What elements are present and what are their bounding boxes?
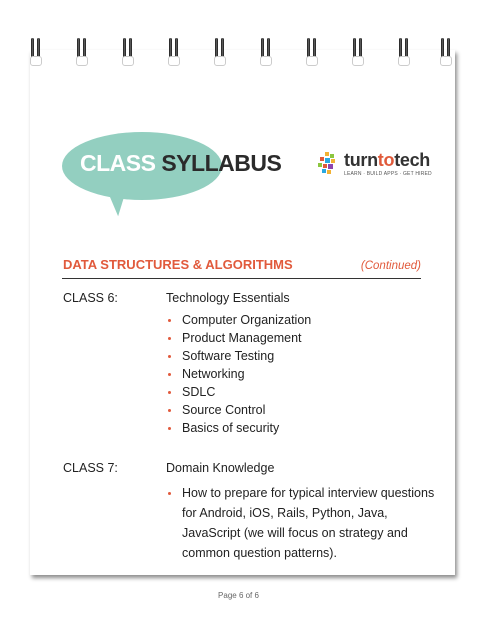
title-syllabus-word: SYLLABUS [161,150,282,176]
bullet-icon [168,492,171,495]
list-item: Basics of security [166,419,311,437]
binding-ring [440,38,452,66]
binding-ring [168,38,180,66]
spiral-binding [0,38,477,68]
class-6-topic: Technology Essentials [166,291,290,305]
list-item: Source Control [166,401,311,419]
class-7-label: CLASS 7: [63,461,118,475]
logo-tagline: LEARN · BUILD APPS · GET HIRED [344,171,432,177]
logo-pixel-icon [318,152,340,174]
class-6-label: CLASS 6: [63,291,118,305]
bullet-icon [168,319,171,322]
binding-ring [352,38,364,66]
list-item: Networking [166,365,311,383]
bullet-icon [168,409,171,412]
bullet-icon [168,337,171,340]
binding-ring [76,38,88,66]
class-6-topic-list [166,311,311,437]
section-title: DATA STRUCTURES & ALGORITHMS [63,257,293,272]
class-7-topic: Domain Knowledge [166,461,275,475]
binding-ring [306,38,318,66]
list-item: Computer Organization [166,311,311,329]
bullet-icon [168,391,171,394]
class-7-item: How to prepare for typical interview questions for Android, iOS, Rails, Python, Java, JavaScript (we will focus on strategy and common question patterns). [166,483,442,563]
bullet-icon [168,355,171,358]
section-divider [62,278,421,279]
page-title [80,150,281,177]
list-item: Software Testing [166,347,311,365]
list-item: SDLC [166,383,311,401]
page-number: Page 6 of 6 [218,591,259,600]
binding-ring [260,38,272,66]
binding-ring [214,38,226,66]
bullet-icon [168,427,171,430]
binding-ring [30,38,42,66]
binding-ring [122,38,134,66]
continued-label: (Continued) [360,260,421,272]
title-class-word: CLASS [80,150,156,176]
logo-wordmark: turntotech [344,150,430,170]
turntotech-logo [318,150,432,180]
binding-ring [398,38,410,66]
list-item: Product Management [166,329,311,347]
bullet-icon [168,373,171,376]
